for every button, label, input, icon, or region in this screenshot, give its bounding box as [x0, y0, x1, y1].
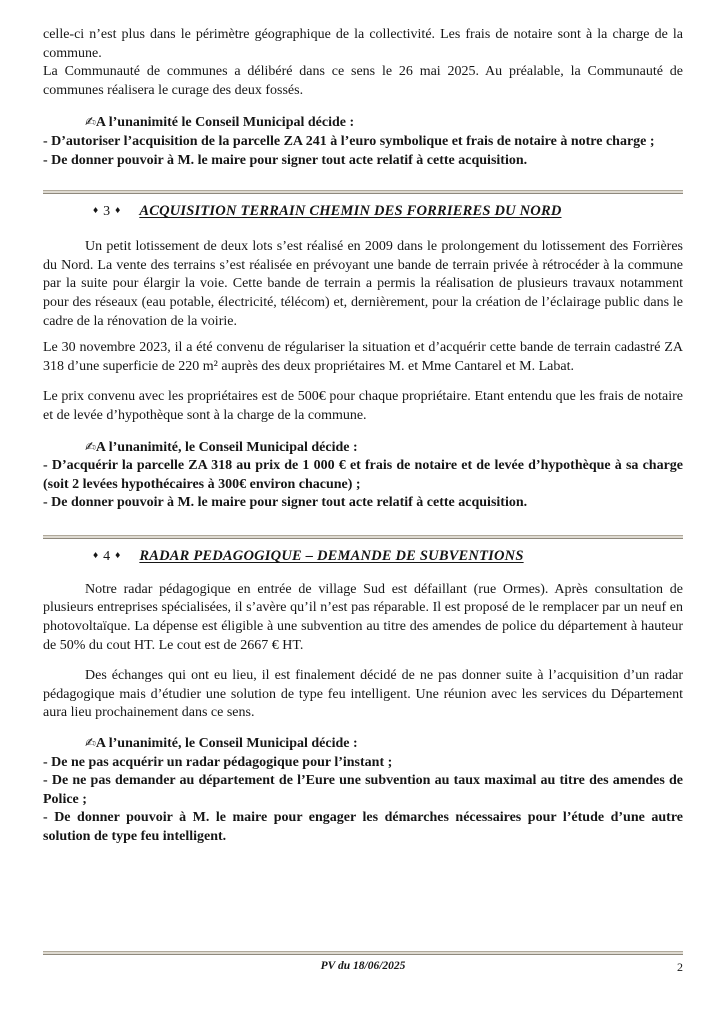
page-footer — [43, 951, 683, 976]
section-3-paragraph: Le prix convenu avec les propriétaires est de 500€ pour chaque propriétaire. Etant entendu que les frais de notaire et de levée d’hypothèque sont à la charge de la commune. — [43, 389, 683, 423]
decision-lead — [43, 114, 683, 133]
footer-title: PV du 18/06/2025 — [320, 960, 406, 972]
intro-paragraph-1: celle-ci n’est plus dans le périmètre géographique de la collectivité. Les frais de notaire sont à la charge de la commune. — [43, 27, 683, 61]
section-title: RADAR PEDAGOGIQUE – DEMANDE DE SUBVENTIONS — [139, 547, 524, 564]
decision-lead-text: A l’unanimité, le Conseil Municipal décide : — [95, 439, 358, 455]
page-number: 2 — [677, 960, 683, 974]
decision-item: - D’acquérir la parcelle ZA 318 au prix de 1 000 € et frais de notaire et de levée d’hypothèque à sa charge (soit 2 levées hypothécaires à 300€ environ chacune) ; — [43, 458, 683, 492]
section-4-heading — [43, 546, 683, 567]
section-number: 3 — [103, 204, 111, 220]
decision-lead — [43, 439, 683, 458]
decision-item: - De ne pas demander au département de l’Eure une subvention au taux maximal au titre des amendes de Police ; — [43, 773, 683, 807]
decision-block-3 — [43, 735, 683, 847]
intro-paragraph-2: La Communauté de communes a délibéré dans ce sens le 26 mai 2025. Au préalable, la Communauté de communes réalisera le curage des deux fossés. — [43, 64, 683, 98]
footer-row — [43, 960, 683, 976]
decision-item: - D’autoriser l’acquisition de la parcelle ZA 241 à l’euro symbolique et frais de notaire à notre charge ; — [43, 133, 655, 149]
diamond-bullet-icon: ♦ — [114, 550, 122, 560]
section-3-paragraph: Le 30 novembre 2023, il a été convenu de régulariser la situation et d’acquérir cette bande de terrain cadastré ZA 318 d’une superficie de 220 m² auprès des deux propriétaires M. et Mme Cantarel et M. Labat. — [43, 340, 683, 374]
diamond-bullet-icon: ♦ — [92, 550, 100, 560]
footer-divider — [43, 951, 683, 955]
decision-item: - De donner pouvoir à M. le maire pour engager les démarches nécessaires pour l’étude d’une autre solution de type feu intelligent. — [43, 810, 683, 844]
section-4-paragraph: Notre radar pédagogique en entrée de village Sud est défaillant (rue Ormes). Après consultation de plusieurs entreprises spécialisées, il s’avère qu’il n’est pas réparable. Il est proposé de le remplacer par un neuf en photovoltaïque. La dépense est éligible à une subvention au titre des amendes de police du département à hauteur de 50% du cout HT. Le cout est de 2667 € HT. — [43, 581, 683, 653]
section-number: 4 — [103, 548, 111, 564]
decision-item: - De ne pas acquérir un radar pédagogique pour l’instant ; — [43, 754, 393, 770]
diamond-bullet-icon: ♦ — [92, 206, 100, 216]
section-3-paragraph: Un petit lotissement de deux lots s’est réalisé en 2009 dans le prolongement du lotissement des Forrières du Nord. La vente des terrains s’est réalisée en prévoyant une bande de terrain privée à rétrocéder à la commune par la suite pour élargir la voie. Cette bande de terrain a permis la réalisation de plusieurs travaux notamment pour des réseaux (eau potable, électricité, télécom) et, dernièrement, pour la création de l’éclairage public dans le cadre de la rénovation de la voirie. — [43, 239, 683, 329]
decision-lead-text: A l’unanimité, le Conseil Municipal décide : — [95, 736, 358, 752]
writing-hand-icon: ✍ — [85, 115, 96, 131]
diamond-bullet-icon: ♦ — [114, 206, 122, 216]
section-4-paragraph: Des échanges qui ont eu lieu, il est finalement décidé de ne pas donner suite à l’acquisition d’un radar pédagogique mais d’étudier une solution de type feu intelligent. Une réunion avec les services du Département aura lieu prochainement dans ce sens. — [43, 668, 683, 721]
decision-item: - De donner pouvoir à M. le maire pour signer tout acte relatif à cette acquisition. — [43, 495, 528, 511]
decision-item: - De donner pouvoir à M. le maire pour signer tout acte relatif à cette acquisition. — [43, 152, 528, 168]
decision-block-2 — [43, 439, 683, 513]
section-divider — [43, 190, 683, 194]
decision-lead-text: A l’unanimité le Conseil Municipal décide : — [95, 115, 355, 131]
writing-hand-icon: ✍ — [85, 736, 96, 752]
section-title: ACQUISITION TERRAIN CHEMIN DES FORRIERES DU NORD — [139, 203, 562, 220]
section-3-heading — [43, 201, 683, 222]
section-divider — [43, 535, 683, 539]
decision-lead — [43, 735, 683, 754]
decision-block-1 — [43, 114, 683, 170]
writing-hand-icon: ✍ — [85, 439, 96, 455]
